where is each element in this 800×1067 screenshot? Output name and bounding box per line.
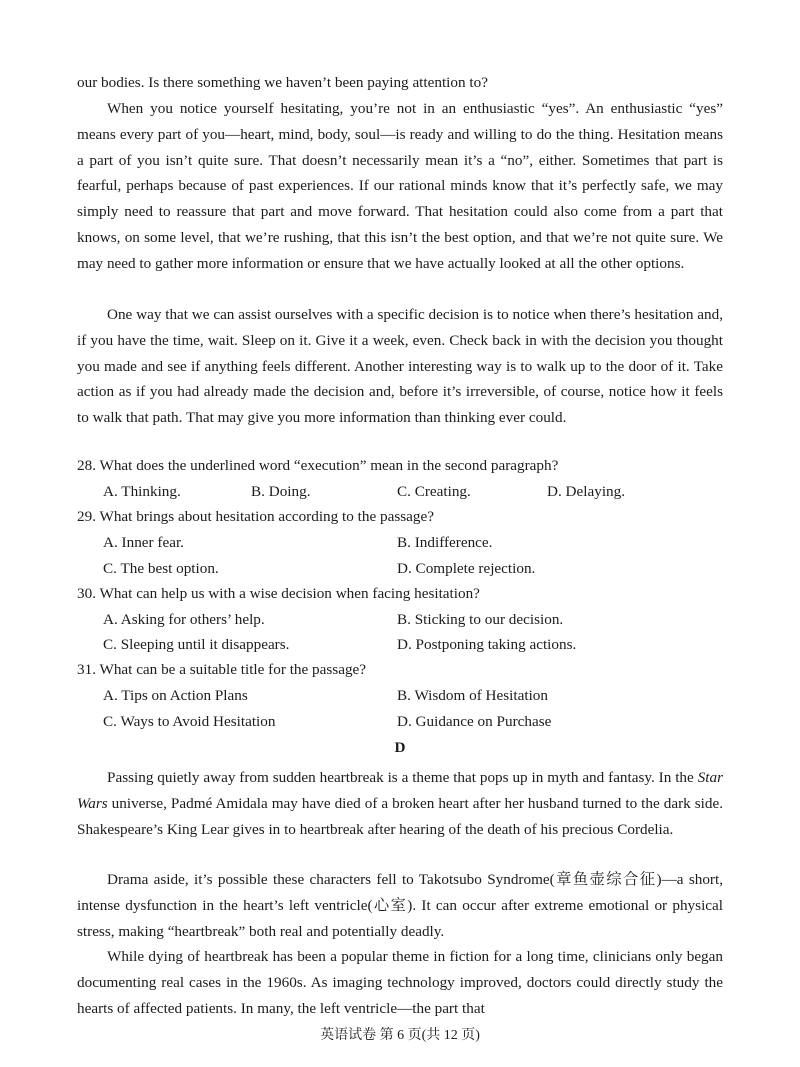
star-wars-title: Star Wars bbox=[77, 769, 723, 812]
question-30-stem: 30. What can help us with a wise decision when facing hesitation? bbox=[77, 585, 480, 602]
passage-d-paragraph-2: Drama aside, it’s possible these characters fell to Takotsubo Syndrome(章鱼壶综合征)—a short, intense dysfunction in the heart’s left ventricle(心室). It can occur after extreme emotional or physical stress, making “heartbreak” both real and potentially deadly. bbox=[77, 871, 723, 940]
passage-c-paragraph-3: One way that we can assist ourselves with a specific decision is to notice when there’s hesitation and, if you have the time, wait. Sleep on it. Give it a week, even. Check back in with the decision you thought you made and see if anything feels different. Another interesting way is to walk up to the door of it. Take action as if you had already made the decision and, before it’s irreversible, of course, notice how it feels to walk that path. That may give you more information than thinking ever could. bbox=[77, 306, 723, 427]
question-28-option-c: C. Creating. bbox=[397, 483, 471, 500]
passage-d-paragraph-3: While dying of heartbreak has been a popular theme in fiction for a long time, clinicians only began documenting real cases in the 1960s. As imaging technology improved, doctors could directly study the hearts of affected patients. In many, the left ventricle—the part that bbox=[77, 948, 723, 1017]
page-footer: 英语试卷 第 6 页(共 12 页) bbox=[320, 1028, 480, 1043]
section-heading-d: D bbox=[394, 739, 406, 756]
question-30-option-b: B. Sticking to our decision. bbox=[397, 611, 564, 628]
passage-c-paragraph-2: When you notice yourself hesitating, you’re not in an enthusiastic “yes”. An enthusiastic “yes” means every part of you—heart, mind, body, soul—is ready and willing to do the thing. Hesitation means a part of you isn’t quite sure. That doesn’t necessarily mean it’s a “no”, either. Sometimes that part is fearful, perhaps because of past experiences. If our rational minds know that it’s perfectly safe, we may simply need to reassure that part and move forward. That hesitation could also come from a part that knows, on some level, that we’re rushing, that this isn’t the best option, and that we’re not quite sure. We may need to gather more information or ensure that we have actually looked at all the other options. bbox=[77, 100, 723, 272]
question-30-option-c: C. Sleeping until it disappears. bbox=[103, 636, 290, 653]
passage-d-paragraph-1 bbox=[77, 765, 723, 842]
question-28-option-b: B. Doing. bbox=[251, 483, 311, 500]
question-28-stem: 28. What does the underlined word “execution” mean in the second paragraph? bbox=[77, 457, 559, 474]
passage-d-paragraph-1-part1: Passing quietly away from sudden heartbreak is a theme that pops up in myth and fantasy. In the bbox=[107, 769, 698, 786]
question-29-option-c: C. The best option. bbox=[103, 560, 219, 577]
passage-c-paragraph-1: our bodies. Is there something we haven’t been paying attention to? bbox=[77, 74, 488, 91]
question-28-option-d: D. Delaying. bbox=[547, 483, 626, 500]
question-29-option-d: D. Complete rejection. bbox=[397, 560, 536, 577]
question-31-option-b: B. Wisdom of Hesitation bbox=[397, 687, 548, 704]
question-29-stem: 29. What brings about hesitation according to the passage? bbox=[77, 508, 434, 525]
question-31-option-c: C. Ways to Avoid Hesitation bbox=[103, 713, 276, 730]
passage-d-paragraph-1-part2: universe, Padmé Amidala may have died of a broken heart after her husband turned to the dark side. Shakespeare’s King Lear gives in to heartbreak after hearing of the death of his precious Cordelia. bbox=[77, 794, 723, 838]
question-30-option-d: D. Postponing taking actions. bbox=[397, 636, 577, 653]
question-29-option-a: A. Inner fear. bbox=[103, 534, 184, 551]
question-31-stem: 31. What can be a suitable title for the passage? bbox=[77, 661, 367, 678]
question-31-option-d: D. Guidance on Purchase bbox=[397, 713, 552, 730]
question-31-option-a: A. Tips on Action Plans bbox=[103, 687, 248, 704]
question-29-option-b: B. Indifference. bbox=[397, 534, 493, 551]
question-30-option-a: A. Asking for others’ help. bbox=[103, 611, 265, 628]
question-28-option-a: A. Thinking. bbox=[103, 483, 181, 500]
